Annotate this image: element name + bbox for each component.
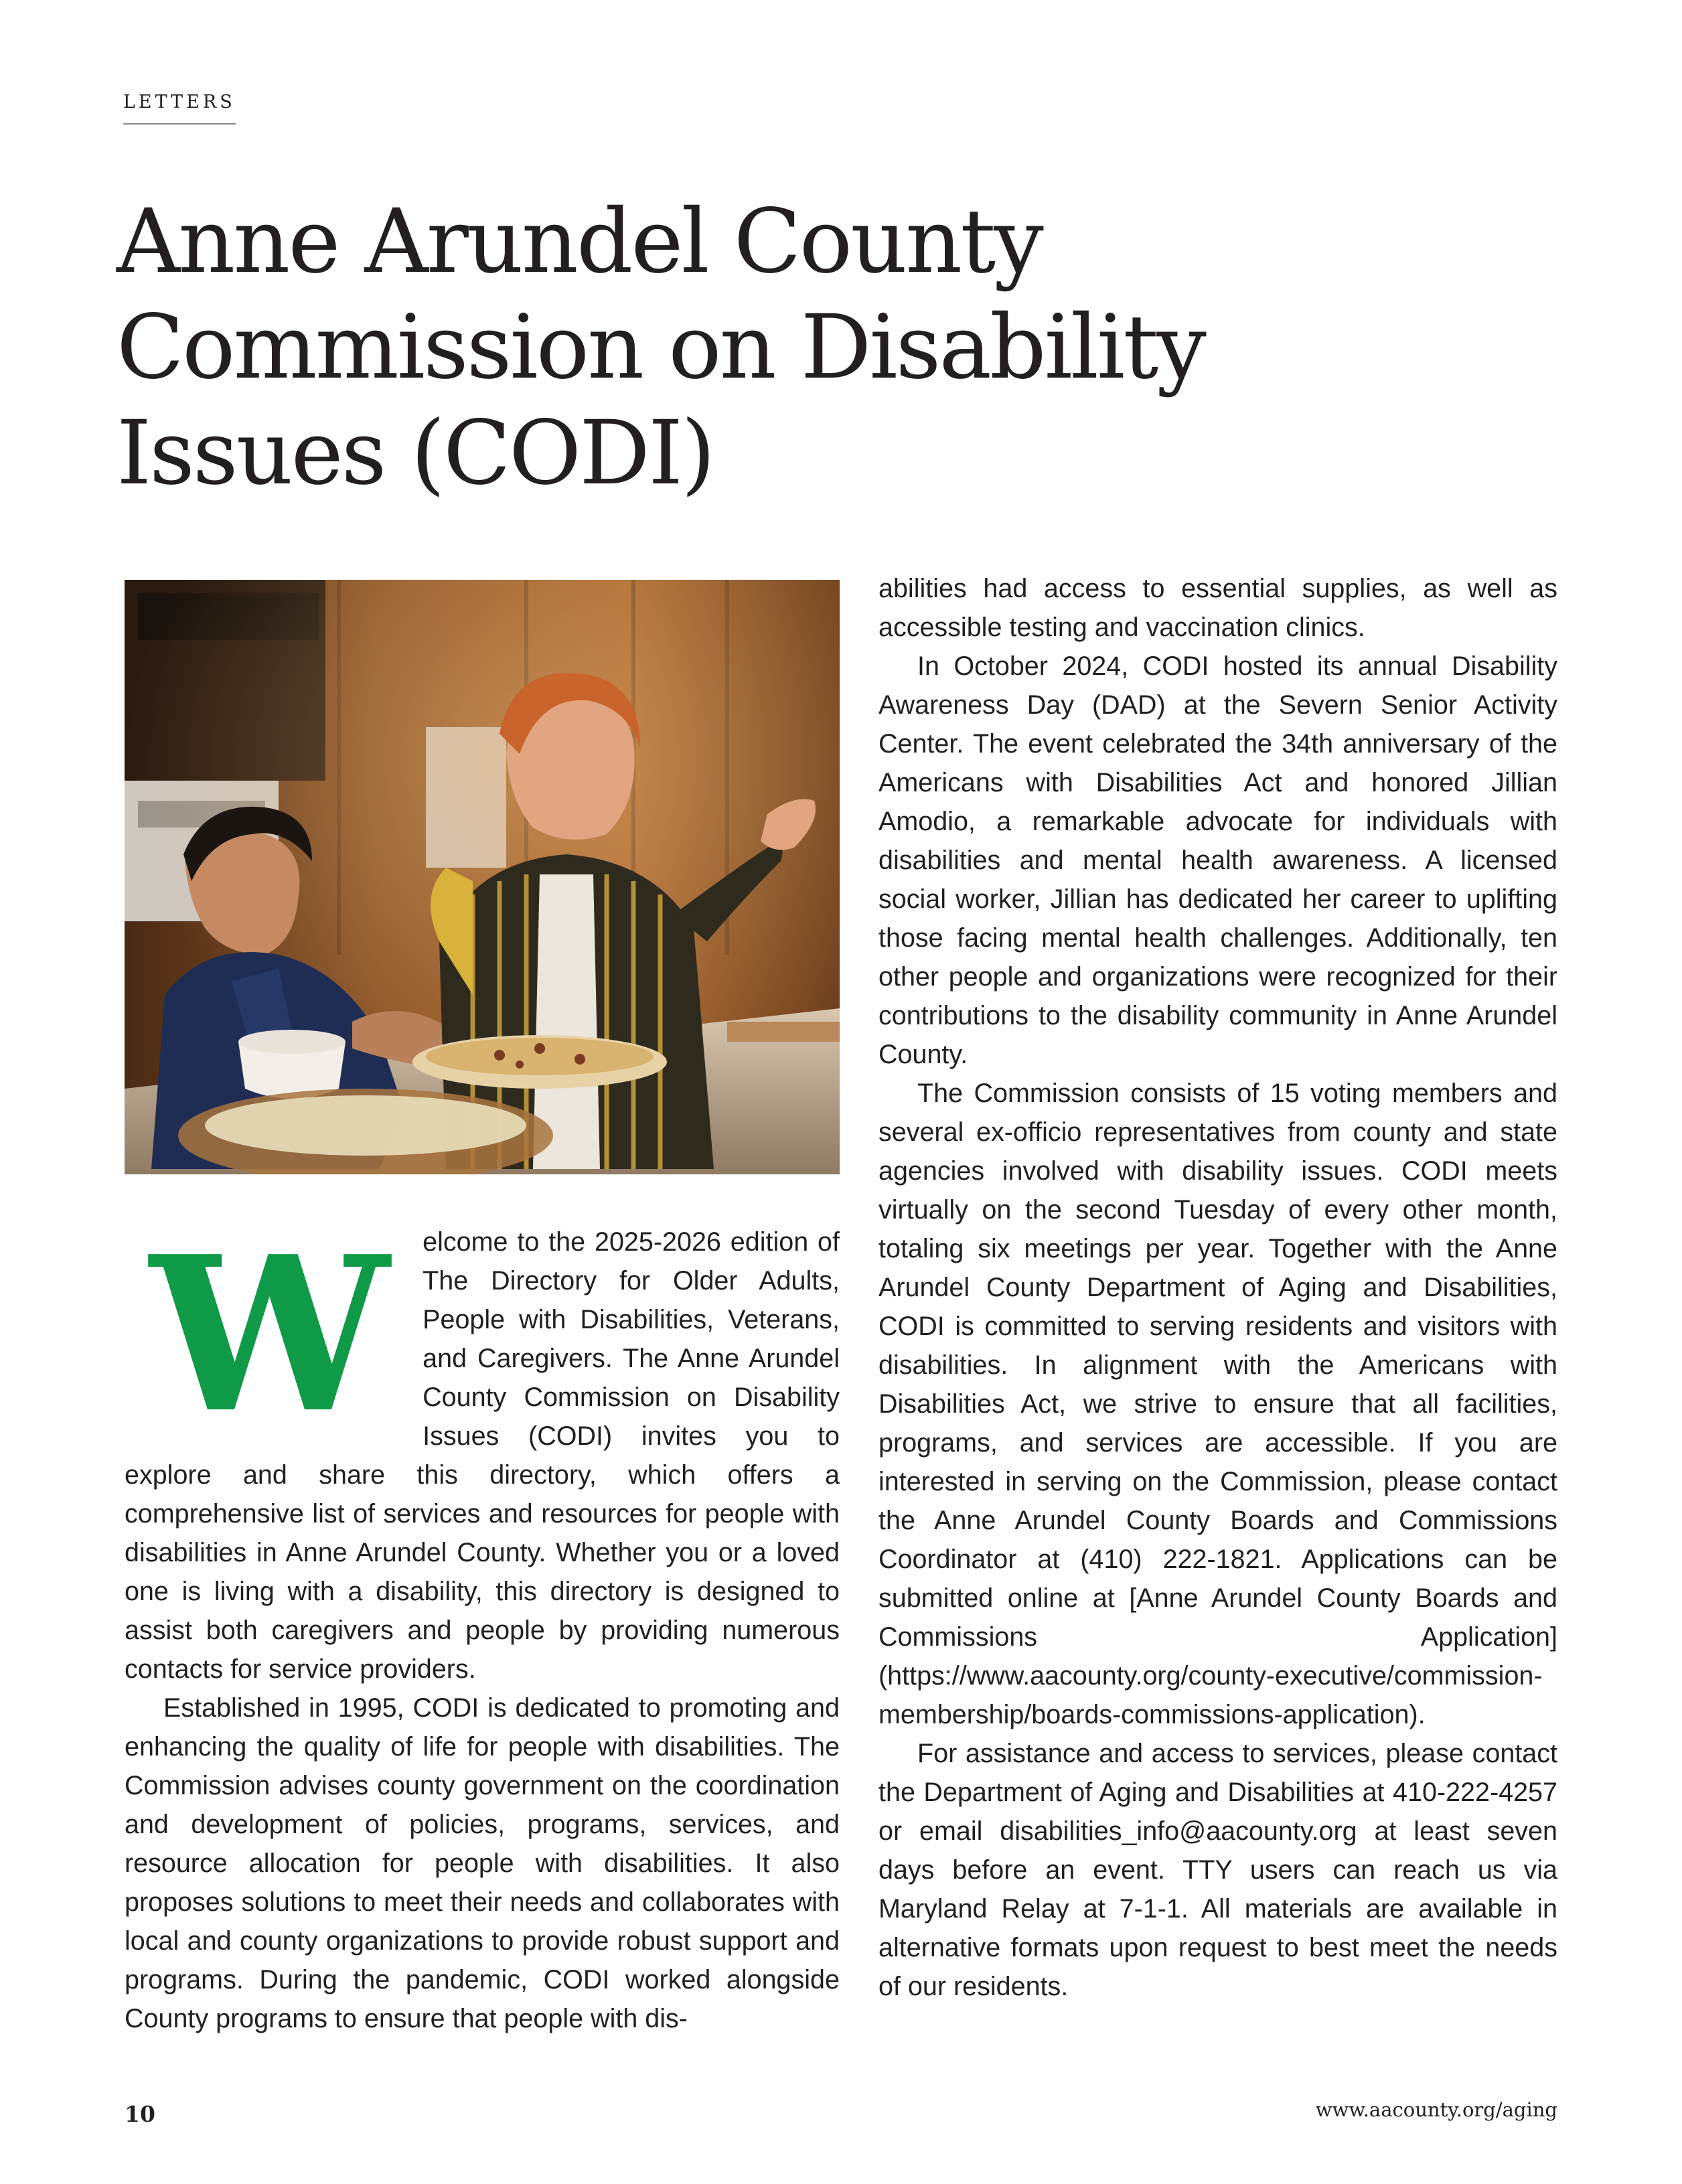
intro-paragraph: elcome to the 2025-2026 edition of The Directory for Older Adults, People with Disabilities, Veterans, and Caregivers. The Anne Arundel County Commission on Disability Issues (CODI) invites you to explore and share this directory, which offers a comprehensive list of services and resources for people with disabilities in Anne Arundel County. Whether you or a loved one is living with a disability, this directory is designed to assist both caregivers and people by providing numerous contacts for service providers.	[125, 1227, 840, 1684]
page-number: 10	[125, 2101, 155, 2127]
body-paragraph: For assistance and access to services, please contact the Department of Aging and Disabilities at 410-222-4257 or email disabilities_info@aacounty.org at least seven days before an event. TTY users can reach us via Maryland Relay at 7-1-1. All materials are available in alternative formats upon request to best meet the needs of our residents.	[878, 1739, 1557, 2001]
right-column	[878, 569, 1557, 2006]
body-paragraph: Established in 1995, CODI is dedicated to promoting and enhancing the quality of life for people with disabilities. The Commission advises county government on the coordination and development of policies, programs, services, and resource allocation for people with disabilities. It also proposes solutions to meet their needs and collaborates with local and county organizations to provide robust support and programs. During the pandemic, CODI worked alongside County programs to ensure that people with dis-	[125, 1693, 840, 2033]
body-paragraph: abilities had access to essential supplies, as well as accessible testing and vaccination clinics.	[878, 574, 1557, 642]
section-label: LETTERS	[123, 92, 236, 125]
left-column	[125, 1209, 840, 2038]
title-line: Anne Arundel County	[117, 190, 1042, 293]
body-paragraph: In October 2024, CODI hosted its annual Disability Awareness Day (DAD) at the Severn Senior Activity Center. The event celebrated the 34th anniversary of the Americans with Disabilities Act and honored Jillian Amodio, a remarkable advocate for individuals with disabilities and mental health awareness. A licensed social worker, Jillian has dedicated her career to uplifting those facing mental health challenges. Additionally, ten other people and organizations were recognized for their contributions to the disability community in Anne Arundel County.	[878, 651, 1557, 1069]
title-line: Issues (CODI)	[117, 402, 714, 505]
feature-photo	[125, 580, 840, 1174]
drop-cap: W	[150, 1209, 390, 1460]
title-line: Commission on Disability	[117, 296, 1205, 399]
body-paragraph: The Commission consists of 15 voting members and several ex-officio representatives from county and state agencies involved with disability issues. CODI meets virtually on the second Tuesday of every other month, totaling six meetings per year. Together with the Anne Arundel County Department of Aging and Disabilities, CODI is committed to serving residents and visitors with disabilities. In alignment with the Americans with Disabilities Act, we strive to ensure that all facilities, programs, and services are accessible. If you are interested in serving on the Commission, please contact the Anne Arundel County Boards and Commissions Coordinator at (410) 222-1821. Applications can be submitted online at [Anne Arundel County Boards and Commissions Application] (https://www.aacounty.org/county-executive/commission-membership/boards-commissions-application).	[878, 1079, 1557, 1729]
footer-url[interactable]: www.aacounty.org/aging	[1315, 2098, 1557, 2121]
page-title	[117, 189, 1389, 506]
